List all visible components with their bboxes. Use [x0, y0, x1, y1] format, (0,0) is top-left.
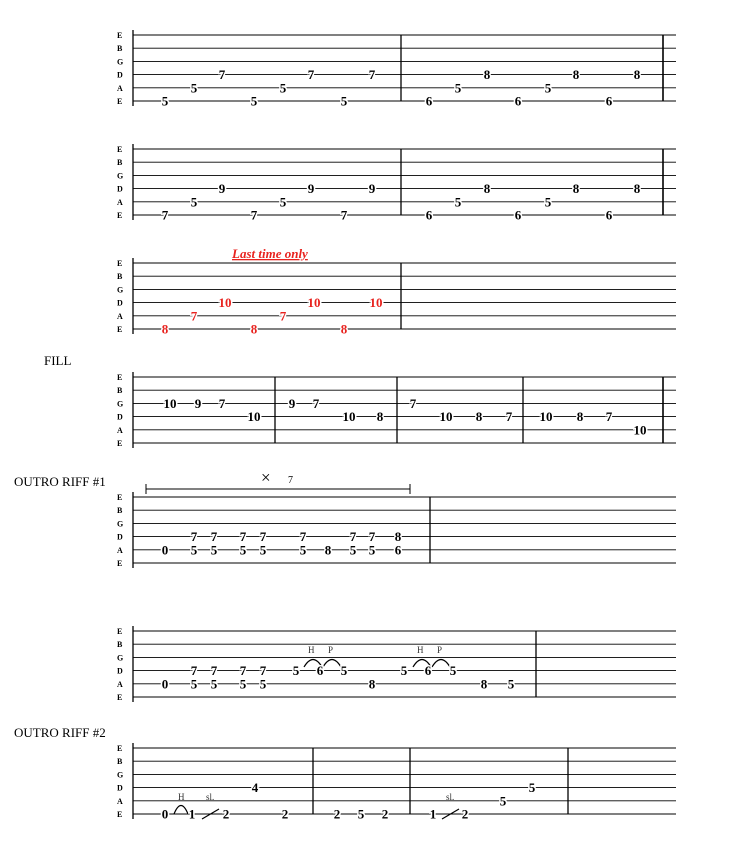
string-name: E	[117, 439, 123, 448]
string-name: A	[117, 83, 123, 93]
fret-number: 10	[218, 295, 232, 311]
fret-number: 7	[259, 663, 267, 679]
string-name: D	[117, 783, 123, 793]
slide-label: sl.	[206, 792, 215, 802]
fret-number: 7	[190, 663, 198, 679]
fret-number: 10	[439, 409, 453, 425]
hammer-on-label: H	[308, 645, 315, 655]
string-name: B	[117, 757, 123, 767]
fret-number: 2	[381, 806, 389, 822]
fret-number: 8	[483, 181, 491, 197]
fret-number: 5	[259, 542, 267, 558]
fret-number: 8	[633, 67, 641, 83]
fret-number: 6	[605, 93, 613, 109]
string-name: G	[117, 285, 124, 295]
string-name: A	[117, 796, 123, 806]
fret-number: 2	[222, 806, 230, 822]
fret-number: 10	[633, 422, 647, 438]
fret-number: 5	[528, 780, 536, 796]
fret-number: 8	[576, 409, 584, 425]
tab-system	[117, 30, 676, 109]
pull-off-label: P	[328, 645, 334, 655]
fret-number: 7	[505, 409, 513, 425]
string-name: A	[117, 545, 123, 555]
string-name: B	[117, 272, 123, 282]
string-name: D	[117, 412, 123, 422]
fret-number: 5	[357, 806, 365, 822]
string-name: G	[117, 519, 124, 529]
slide-label: sl.	[446, 792, 455, 802]
string-name: A	[117, 425, 123, 435]
string-name: E	[117, 325, 123, 334]
fret-number: 7	[368, 67, 376, 83]
fret-number: 5	[210, 676, 218, 692]
fret-number: 6	[605, 207, 613, 223]
string-name: E	[117, 211, 123, 220]
string-name: E	[117, 693, 123, 702]
fret-number: 7	[218, 395, 226, 411]
fret-number: 5	[400, 663, 408, 679]
fret-number: 5	[299, 542, 307, 558]
fret-number: 5	[161, 93, 169, 109]
string-name: G	[117, 57, 124, 67]
fret-number: 6	[514, 93, 522, 109]
fret-number: 5	[190, 80, 198, 96]
outro-riff-1-label: OUTRO RIFF #1	[14, 474, 106, 489]
fret-number: 8	[368, 676, 376, 692]
repeat-count: 7	[288, 475, 293, 486]
fret-number: 8	[161, 321, 169, 337]
string-name: A	[117, 679, 123, 689]
fret-number: 1	[429, 806, 437, 822]
hammer-on-label: H	[178, 792, 185, 802]
string-name: E	[117, 744, 123, 753]
fret-number: 10	[307, 295, 321, 311]
string-name: D	[117, 298, 123, 308]
string-name: D	[117, 666, 123, 676]
fill-label: FILL	[44, 353, 72, 368]
fret-number: 8	[324, 542, 332, 558]
string-name: E	[117, 259, 123, 268]
fret-number: 10	[369, 295, 383, 311]
fret-number: 6	[424, 663, 432, 679]
fret-number: 7	[239, 663, 247, 679]
fret-number: 7	[218, 67, 226, 83]
fret-number: 5	[507, 676, 515, 692]
fret-number: 6	[514, 207, 522, 223]
string-name: G	[117, 171, 124, 181]
string-name: E	[117, 31, 123, 40]
fret-number: 8	[475, 409, 483, 425]
last-time-only-note: Last time only	[232, 246, 308, 261]
fret-number: 5	[190, 542, 198, 558]
fret-number: 7	[368, 529, 376, 545]
fret-number: 7	[349, 529, 357, 545]
fret-number: 5	[239, 542, 247, 558]
string-name: E	[117, 810, 123, 819]
tab-system	[117, 372, 676, 448]
string-name: B	[117, 44, 123, 54]
fret-number: 10	[247, 409, 261, 425]
string-name: B	[117, 386, 123, 396]
string-name: A	[117, 197, 123, 207]
fret-number: 8	[483, 67, 491, 83]
fret-number: 5	[368, 542, 376, 558]
fret-number: 9	[368, 181, 376, 197]
string-name: G	[117, 770, 124, 780]
fret-number: 5	[292, 663, 300, 679]
fret-number: 5	[250, 93, 258, 109]
fret-number: 5	[190, 676, 198, 692]
pull-off-label: P	[437, 645, 443, 655]
string-name: E	[117, 627, 123, 636]
string-name: E	[117, 559, 123, 568]
string-name: D	[117, 184, 123, 194]
hammer-on-label: H	[417, 645, 424, 655]
fret-number: 7	[605, 409, 613, 425]
string-name: E	[117, 373, 123, 382]
fret-number: 5	[239, 676, 247, 692]
fret-number: 7	[190, 529, 198, 545]
fret-number: 9	[194, 395, 202, 411]
string-name: D	[117, 532, 123, 542]
fret-number: 2	[333, 806, 341, 822]
fret-number: 5	[210, 542, 218, 558]
fret-number: 7	[250, 207, 258, 223]
fret-number: 5	[349, 542, 357, 558]
fret-number: 5	[454, 80, 462, 96]
fret-number: 5	[340, 93, 348, 109]
fret-number: 7	[259, 529, 267, 545]
fret-number: 10	[539, 409, 553, 425]
fret-number: 8	[572, 67, 580, 83]
fret-number: 7	[307, 67, 315, 83]
fret-number: 5	[544, 80, 552, 96]
fret-number: 2	[281, 806, 289, 822]
fret-number: 9	[218, 181, 226, 197]
string-name: E	[117, 97, 123, 106]
fret-number: 7	[340, 207, 348, 223]
repeat-times-icon: ×	[261, 468, 271, 487]
fret-number: 7	[190, 308, 198, 324]
fret-number: 7	[210, 663, 218, 679]
fret-number: 5	[259, 676, 267, 692]
string-name: B	[117, 640, 123, 650]
fret-number: 6	[425, 207, 433, 223]
string-name: E	[117, 493, 123, 502]
fret-number: 5	[279, 194, 287, 210]
fret-number: 7	[161, 207, 169, 223]
fret-number: 6	[394, 542, 402, 558]
fret-number: 5	[499, 793, 507, 809]
fret-number: 7	[312, 395, 320, 411]
tab-system	[117, 626, 676, 702]
fret-number: 9	[288, 395, 296, 411]
fret-number: 7	[210, 529, 218, 545]
string-name: E	[117, 145, 123, 154]
fret-number: 6	[425, 93, 433, 109]
fret-number: 5	[449, 663, 457, 679]
fret-number: 6	[316, 663, 324, 679]
string-name: B	[117, 158, 123, 168]
fret-number: 8	[340, 321, 348, 337]
fret-number: 8	[633, 181, 641, 197]
tab-system	[117, 492, 676, 568]
fret-number: 8	[376, 409, 384, 425]
string-name: G	[117, 653, 124, 663]
fret-number: 0	[161, 806, 169, 822]
repeat-bracket	[146, 468, 410, 494]
fret-number: 1	[188, 806, 196, 822]
fret-number: 5	[454, 194, 462, 210]
fret-number: 10	[163, 395, 177, 411]
fret-number: 8	[480, 676, 488, 692]
fret-number: 7	[279, 308, 287, 324]
fret-number: 7	[409, 395, 417, 411]
fret-number: 5	[340, 663, 348, 679]
fret-number: 8	[572, 181, 580, 197]
fret-number: 5	[190, 194, 198, 210]
fret-number: 0	[161, 542, 169, 558]
tab-system	[117, 258, 676, 337]
fret-number: 7	[299, 529, 307, 545]
string-name: B	[117, 506, 123, 516]
tab-system	[117, 144, 676, 223]
tab-system	[117, 743, 676, 822]
string-name: A	[117, 311, 123, 321]
fret-number: 5	[544, 194, 552, 210]
fret-number: 7	[239, 529, 247, 545]
fret-number: 0	[161, 676, 169, 692]
fret-number: 2	[461, 806, 469, 822]
fret-number: 8	[394, 529, 402, 545]
fret-number: 4	[251, 780, 259, 796]
outro-riff-2-label: OUTRO RIFF #2	[14, 725, 106, 740]
fret-number: 5	[279, 80, 287, 96]
string-name: D	[117, 70, 123, 80]
fret-number: 8	[250, 321, 258, 337]
string-name: G	[117, 399, 124, 409]
fret-number: 10	[342, 409, 356, 425]
fret-number: 9	[307, 181, 315, 197]
